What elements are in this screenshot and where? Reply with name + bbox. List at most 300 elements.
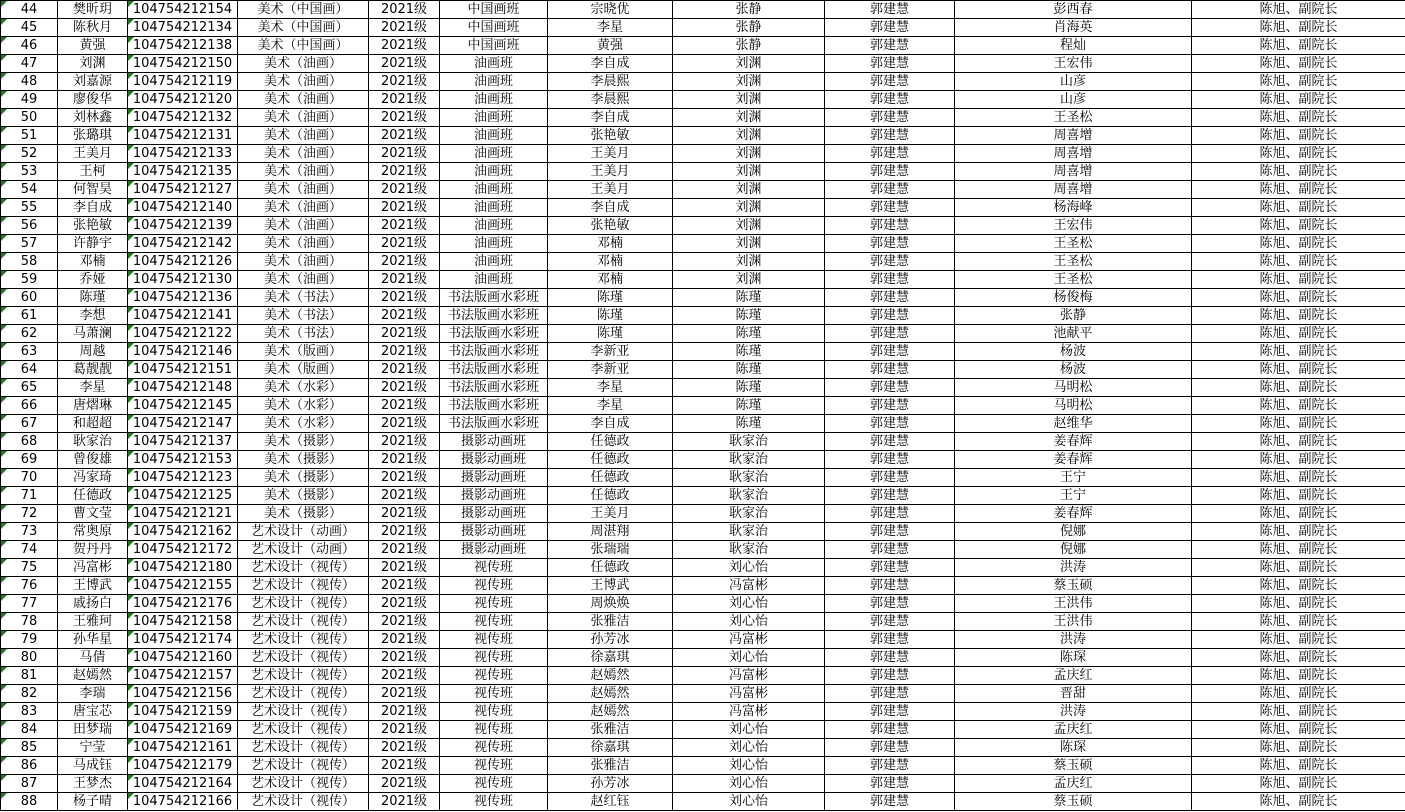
cell-supervisor[interactable]: 刘渊: [673, 73, 825, 91]
cell-student-name[interactable]: 刘林鑫: [58, 109, 128, 127]
cell-row-number[interactable]: 84: [1, 721, 58, 739]
cell-class-name[interactable]: 油画班: [440, 217, 548, 235]
cell-supervisor[interactable]: 张静: [673, 37, 825, 55]
cell-student-name[interactable]: 王梦杰: [58, 775, 128, 793]
cell-class-name[interactable]: 书法版画水彩班: [440, 415, 548, 433]
cell-dean[interactable]: 郭建慧: [825, 415, 955, 433]
cell-row-number[interactable]: 65: [1, 379, 58, 397]
cell-student-name[interactable]: 马成钰: [58, 757, 128, 775]
cell-grade[interactable]: 2021级: [369, 235, 440, 253]
cell-row-number[interactable]: 86: [1, 757, 58, 775]
cell-student-id[interactable]: 104754212130: [128, 271, 238, 289]
cell-major[interactable]: 美术（水彩）: [238, 379, 369, 397]
cell-dean[interactable]: 郭建慧: [825, 469, 955, 487]
cell-grade[interactable]: 2021级: [369, 1, 440, 19]
cell-tutor[interactable]: 王博武: [548, 577, 673, 595]
cell-leader[interactable]: 陈旭、副院长: [1192, 343, 1405, 361]
cell-student-id[interactable]: 104754212133: [128, 145, 238, 163]
cell-row-number[interactable]: 55: [1, 199, 58, 217]
cell-advisor[interactable]: 彭西春: [955, 1, 1192, 19]
cell-tutor[interactable]: 赵嫣然: [548, 667, 673, 685]
cell-row-number[interactable]: 68: [1, 433, 58, 451]
cell-dean[interactable]: 郭建慧: [825, 217, 955, 235]
cell-leader[interactable]: 陈旭、副院长: [1192, 397, 1405, 415]
cell-student-id[interactable]: 104754212121: [128, 505, 238, 523]
cell-grade[interactable]: 2021级: [369, 55, 440, 73]
cell-grade[interactable]: 2021级: [369, 523, 440, 541]
cell-class-name[interactable]: 视传班: [440, 649, 548, 667]
cell-supervisor[interactable]: 刘渊: [673, 109, 825, 127]
cell-student-name[interactable]: 田梦瑞: [58, 721, 128, 739]
cell-supervisor[interactable]: 刘心怡: [673, 613, 825, 631]
cell-grade[interactable]: 2021级: [369, 793, 440, 811]
cell-dean[interactable]: 郭建慧: [825, 181, 955, 199]
cell-class-name[interactable]: 书法版画水彩班: [440, 379, 548, 397]
cell-advisor[interactable]: 王洪伟: [955, 613, 1192, 631]
cell-leader[interactable]: 陈旭、副院长: [1192, 613, 1405, 631]
cell-leader[interactable]: 陈旭、副院长: [1192, 181, 1405, 199]
cell-student-id[interactable]: 104754212120: [128, 91, 238, 109]
cell-dean[interactable]: 郭建慧: [825, 721, 955, 739]
cell-student-id[interactable]: 104754212153: [128, 451, 238, 469]
cell-grade[interactable]: 2021级: [369, 541, 440, 559]
cell-dean[interactable]: 郭建慧: [825, 1, 955, 19]
cell-student-name[interactable]: 戚扬白: [58, 595, 128, 613]
cell-grade[interactable]: 2021级: [369, 739, 440, 757]
cell-class-name[interactable]: 摄影动画班: [440, 469, 548, 487]
cell-advisor[interactable]: 陈琛: [955, 649, 1192, 667]
cell-major[interactable]: 美术（中国画）: [238, 19, 369, 37]
cell-student-name[interactable]: 李星: [58, 379, 128, 397]
cell-tutor[interactable]: 陈瑾: [548, 307, 673, 325]
cell-leader[interactable]: 陈旭、副院长: [1192, 271, 1405, 289]
cell-row-number[interactable]: 77: [1, 595, 58, 613]
cell-dean[interactable]: 郭建慧: [825, 91, 955, 109]
cell-leader[interactable]: 陈旭、副院长: [1192, 91, 1405, 109]
cell-grade[interactable]: 2021级: [369, 775, 440, 793]
cell-supervisor[interactable]: 刘渊: [673, 55, 825, 73]
cell-row-number[interactable]: 85: [1, 739, 58, 757]
cell-supervisor[interactable]: 张静: [673, 19, 825, 37]
cell-student-id[interactable]: 104754212123: [128, 469, 238, 487]
cell-major[interactable]: 美术（中国画）: [238, 37, 369, 55]
cell-grade[interactable]: 2021级: [369, 613, 440, 631]
cell-dean[interactable]: 郭建慧: [825, 199, 955, 217]
cell-class-name[interactable]: 油画班: [440, 235, 548, 253]
cell-grade[interactable]: 2021级: [369, 649, 440, 667]
cell-grade[interactable]: 2021级: [369, 451, 440, 469]
cell-row-number[interactable]: 60: [1, 289, 58, 307]
cell-student-id[interactable]: 104754212131: [128, 127, 238, 145]
cell-row-number[interactable]: 46: [1, 37, 58, 55]
cell-major[interactable]: 艺术设计（视传）: [238, 631, 369, 649]
cell-student-name[interactable]: 乔娅: [58, 271, 128, 289]
cell-major[interactable]: 艺术设计（视传）: [238, 775, 369, 793]
cell-leader[interactable]: 陈旭、副院长: [1192, 487, 1405, 505]
cell-major[interactable]: 艺术设计（视传）: [238, 739, 369, 757]
cell-row-number[interactable]: 57: [1, 235, 58, 253]
cell-grade[interactable]: 2021级: [369, 721, 440, 739]
cell-advisor[interactable]: 姜春辉: [955, 433, 1192, 451]
cell-student-id[interactable]: 104754212135: [128, 163, 238, 181]
cell-advisor[interactable]: 倪娜: [955, 523, 1192, 541]
cell-supervisor[interactable]: 张静: [673, 1, 825, 19]
cell-tutor[interactable]: 张雅洁: [548, 613, 673, 631]
cell-major[interactable]: 艺术设计（视传）: [238, 595, 369, 613]
cell-row-number[interactable]: 67: [1, 415, 58, 433]
cell-tutor[interactable]: 周湛翔: [548, 523, 673, 541]
cell-major[interactable]: 美术（油画）: [238, 271, 369, 289]
cell-advisor[interactable]: 肖海英: [955, 19, 1192, 37]
cell-row-number[interactable]: 64: [1, 361, 58, 379]
cell-advisor[interactable]: 王宏伟: [955, 217, 1192, 235]
cell-student-id[interactable]: 104754212136: [128, 289, 238, 307]
cell-major[interactable]: 美术（中国画）: [238, 1, 369, 19]
cell-major[interactable]: 美术（油画）: [238, 55, 369, 73]
cell-class-name[interactable]: 油画班: [440, 163, 548, 181]
cell-supervisor[interactable]: 冯富彬: [673, 685, 825, 703]
cell-student-name[interactable]: 陈秋月: [58, 19, 128, 37]
cell-class-name[interactable]: 视传班: [440, 577, 548, 595]
cell-grade[interactable]: 2021级: [369, 91, 440, 109]
cell-leader[interactable]: 陈旭、副院长: [1192, 685, 1405, 703]
cell-row-number[interactable]: 75: [1, 559, 58, 577]
cell-leader[interactable]: 陈旭、副院长: [1192, 649, 1405, 667]
cell-class-name[interactable]: 油画班: [440, 109, 548, 127]
cell-student-id[interactable]: 104754212162: [128, 523, 238, 541]
cell-advisor[interactable]: 蔡玉硕: [955, 757, 1192, 775]
cell-dean[interactable]: 郭建慧: [825, 739, 955, 757]
cell-supervisor[interactable]: 刘渊: [673, 181, 825, 199]
cell-row-number[interactable]: 63: [1, 343, 58, 361]
cell-student-name[interactable]: 杨子晴: [58, 793, 128, 811]
cell-student-name[interactable]: 陈瑾: [58, 289, 128, 307]
cell-row-number[interactable]: 78: [1, 613, 58, 631]
cell-leader[interactable]: 陈旭、副院长: [1192, 109, 1405, 127]
cell-dean[interactable]: 郭建慧: [825, 631, 955, 649]
cell-leader[interactable]: 陈旭、副院长: [1192, 145, 1405, 163]
cell-grade[interactable]: 2021级: [369, 37, 440, 55]
cell-row-number[interactable]: 70: [1, 469, 58, 487]
cell-class-name[interactable]: 书法版画水彩班: [440, 397, 548, 415]
cell-leader[interactable]: 陈旭、副院长: [1192, 595, 1405, 613]
cell-major[interactable]: 艺术设计（动画）: [238, 541, 369, 559]
cell-dean[interactable]: 郭建慧: [825, 109, 955, 127]
cell-grade[interactable]: 2021级: [369, 325, 440, 343]
cell-grade[interactable]: 2021级: [369, 217, 440, 235]
cell-supervisor[interactable]: 刘心怡: [673, 559, 825, 577]
cell-tutor[interactable]: 李自成: [548, 415, 673, 433]
cell-advisor[interactable]: 孟庆红: [955, 775, 1192, 793]
cell-leader[interactable]: 陈旭、副院长: [1192, 253, 1405, 271]
cell-row-number[interactable]: 62: [1, 325, 58, 343]
cell-row-number[interactable]: 74: [1, 541, 58, 559]
cell-class-name[interactable]: 中国画班: [440, 1, 548, 19]
cell-major[interactable]: 美术（摄影）: [238, 451, 369, 469]
cell-row-number[interactable]: 66: [1, 397, 58, 415]
cell-leader[interactable]: 陈旭、副院长: [1192, 667, 1405, 685]
cell-leader[interactable]: 陈旭、副院长: [1192, 307, 1405, 325]
cell-dean[interactable]: 郭建慧: [825, 487, 955, 505]
cell-advisor[interactable]: 杨波: [955, 361, 1192, 379]
cell-major[interactable]: 美术（油画）: [238, 181, 369, 199]
cell-advisor[interactable]: 蔡玉硕: [955, 577, 1192, 595]
cell-supervisor[interactable]: 刘心怡: [673, 649, 825, 667]
cell-advisor[interactable]: 马明松: [955, 379, 1192, 397]
cell-major[interactable]: 美术（摄影）: [238, 487, 369, 505]
cell-grade[interactable]: 2021级: [369, 415, 440, 433]
cell-leader[interactable]: 陈旭、副院长: [1192, 361, 1405, 379]
cell-grade[interactable]: 2021级: [369, 577, 440, 595]
cell-supervisor[interactable]: 陈瑾: [673, 397, 825, 415]
cell-student-name[interactable]: 马萧澜: [58, 325, 128, 343]
cell-advisor[interactable]: 赵维华: [955, 415, 1192, 433]
cell-leader[interactable]: 陈旭、副院长: [1192, 289, 1405, 307]
cell-student-id[interactable]: 104754212179: [128, 757, 238, 775]
cell-dean[interactable]: 郭建慧: [825, 505, 955, 523]
cell-row-number[interactable]: 79: [1, 631, 58, 649]
cell-supervisor[interactable]: 陈瑾: [673, 361, 825, 379]
cell-major[interactable]: 艺术设计（视传）: [238, 685, 369, 703]
cell-student-name[interactable]: 孙华星: [58, 631, 128, 649]
cell-class-name[interactable]: 书法版画水彩班: [440, 307, 548, 325]
cell-dean[interactable]: 郭建慧: [825, 541, 955, 559]
cell-tutor[interactable]: 邓楠: [548, 253, 673, 271]
cell-major[interactable]: 艺术设计（视传）: [238, 703, 369, 721]
cell-leader[interactable]: 陈旭、副院长: [1192, 721, 1405, 739]
cell-major[interactable]: 美术（摄影）: [238, 505, 369, 523]
cell-tutor[interactable]: 王美月: [548, 163, 673, 181]
cell-row-number[interactable]: 82: [1, 685, 58, 703]
cell-supervisor[interactable]: 陈瑾: [673, 343, 825, 361]
cell-advisor[interactable]: 山彦: [955, 73, 1192, 91]
cell-supervisor[interactable]: 耿家治: [673, 433, 825, 451]
cell-dean[interactable]: 郭建慧: [825, 163, 955, 181]
cell-student-name[interactable]: 赵嫣然: [58, 667, 128, 685]
cell-advisor[interactable]: 张静: [955, 307, 1192, 325]
cell-class-name[interactable]: 书法版画水彩班: [440, 325, 548, 343]
cell-class-name[interactable]: 视传班: [440, 595, 548, 613]
cell-grade[interactable]: 2021级: [369, 73, 440, 91]
cell-class-name[interactable]: 视传班: [440, 667, 548, 685]
cell-student-id[interactable]: 104754212169: [128, 721, 238, 739]
cell-student-name[interactable]: 王雅珂: [58, 613, 128, 631]
cell-major[interactable]: 美术（摄影）: [238, 469, 369, 487]
cell-grade[interactable]: 2021级: [369, 145, 440, 163]
cell-advisor[interactable]: 洪涛: [955, 631, 1192, 649]
cell-student-name[interactable]: 冯富彬: [58, 559, 128, 577]
cell-row-number[interactable]: 52: [1, 145, 58, 163]
cell-dean[interactable]: 郭建慧: [825, 451, 955, 469]
cell-row-number[interactable]: 71: [1, 487, 58, 505]
cell-grade[interactable]: 2021级: [369, 631, 440, 649]
cell-major[interactable]: 美术（油画）: [238, 127, 369, 145]
cell-major[interactable]: 美术（油画）: [238, 235, 369, 253]
cell-tutor[interactable]: 邓楠: [548, 235, 673, 253]
cell-advisor[interactable]: 王宁: [955, 487, 1192, 505]
cell-student-id[interactable]: 104754212142: [128, 235, 238, 253]
cell-advisor[interactable]: 周喜增: [955, 181, 1192, 199]
cell-tutor[interactable]: 张雅洁: [548, 721, 673, 739]
cell-major[interactable]: 美术（书法）: [238, 325, 369, 343]
cell-student-name[interactable]: 邓楠: [58, 253, 128, 271]
cell-leader[interactable]: 陈旭、副院长: [1192, 199, 1405, 217]
cell-dean[interactable]: 郭建慧: [825, 703, 955, 721]
cell-major[interactable]: 艺术设计（视传）: [238, 577, 369, 595]
cell-tutor[interactable]: 任德政: [548, 469, 673, 487]
cell-class-name[interactable]: 书法版画水彩班: [440, 343, 548, 361]
cell-student-id[interactable]: 104754212174: [128, 631, 238, 649]
cell-tutor[interactable]: 李新亚: [548, 343, 673, 361]
cell-advisor[interactable]: 王洪伟: [955, 595, 1192, 613]
cell-class-name[interactable]: 油画班: [440, 181, 548, 199]
cell-tutor[interactable]: 李晨熙: [548, 91, 673, 109]
cell-advisor[interactable]: 洪涛: [955, 559, 1192, 577]
cell-leader[interactable]: 陈旭、副院长: [1192, 451, 1405, 469]
cell-grade[interactable]: 2021级: [369, 505, 440, 523]
cell-tutor[interactable]: 李自成: [548, 109, 673, 127]
cell-tutor[interactable]: 孙芳冰: [548, 775, 673, 793]
cell-student-id[interactable]: 104754212139: [128, 217, 238, 235]
cell-advisor[interactable]: 周喜增: [955, 127, 1192, 145]
cell-supervisor[interactable]: 耿家治: [673, 523, 825, 541]
cell-advisor[interactable]: 杨海峰: [955, 199, 1192, 217]
cell-student-id[interactable]: 104754212126: [128, 253, 238, 271]
cell-advisor[interactable]: 倪娜: [955, 541, 1192, 559]
cell-dean[interactable]: 郭建慧: [825, 559, 955, 577]
cell-student-id[interactable]: 104754212161: [128, 739, 238, 757]
cell-major[interactable]: 美术（油画）: [238, 217, 369, 235]
cell-supervisor[interactable]: 刘心怡: [673, 775, 825, 793]
cell-grade[interactable]: 2021级: [369, 361, 440, 379]
cell-student-name[interactable]: 马倩: [58, 649, 128, 667]
cell-class-name[interactable]: 油画班: [440, 253, 548, 271]
cell-class-name[interactable]: 油画班: [440, 127, 548, 145]
cell-dean[interactable]: 郭建慧: [825, 235, 955, 253]
cell-student-name[interactable]: 李瑞: [58, 685, 128, 703]
cell-grade[interactable]: 2021级: [369, 469, 440, 487]
cell-row-number[interactable]: 48: [1, 73, 58, 91]
cell-dean[interactable]: 郭建慧: [825, 433, 955, 451]
cell-dean[interactable]: 郭建慧: [825, 253, 955, 271]
cell-supervisor[interactable]: 陈瑾: [673, 289, 825, 307]
cell-row-number[interactable]: 76: [1, 577, 58, 595]
cell-supervisor[interactable]: 耿家治: [673, 505, 825, 523]
cell-student-name[interactable]: 黄强: [58, 37, 128, 55]
cell-dean[interactable]: 郭建慧: [825, 145, 955, 163]
cell-major[interactable]: 美术（书法）: [238, 307, 369, 325]
cell-row-number[interactable]: 72: [1, 505, 58, 523]
cell-supervisor[interactable]: 刘心怡: [673, 757, 825, 775]
cell-advisor[interactable]: 陈琛: [955, 739, 1192, 757]
cell-grade[interactable]: 2021级: [369, 397, 440, 415]
cell-student-name[interactable]: 刘嘉源: [58, 73, 128, 91]
cell-major[interactable]: 美术（摄影）: [238, 433, 369, 451]
cell-dean[interactable]: 郭建慧: [825, 361, 955, 379]
cell-leader[interactable]: 陈旭、副院长: [1192, 163, 1405, 181]
cell-tutor[interactable]: 李星: [548, 379, 673, 397]
cell-supervisor[interactable]: 刘渊: [673, 91, 825, 109]
cell-tutor[interactable]: 徐嘉琪: [548, 649, 673, 667]
cell-leader[interactable]: 陈旭、副院长: [1192, 433, 1405, 451]
cell-grade[interactable]: 2021级: [369, 757, 440, 775]
cell-row-number[interactable]: 54: [1, 181, 58, 199]
cell-dean[interactable]: 郭建慧: [825, 757, 955, 775]
cell-supervisor[interactable]: 刘渊: [673, 163, 825, 181]
cell-student-name[interactable]: 曹文莹: [58, 505, 128, 523]
cell-dean[interactable]: 郭建慧: [825, 73, 955, 91]
cell-row-number[interactable]: 69: [1, 451, 58, 469]
cell-tutor[interactable]: 张雅洁: [548, 757, 673, 775]
cell-advisor[interactable]: 杨波: [955, 343, 1192, 361]
cell-grade[interactable]: 2021级: [369, 343, 440, 361]
cell-class-name[interactable]: 视传班: [440, 739, 548, 757]
cell-leader[interactable]: 陈旭、副院长: [1192, 505, 1405, 523]
cell-student-id[interactable]: 104754212151: [128, 361, 238, 379]
cell-supervisor[interactable]: 刘渊: [673, 145, 825, 163]
cell-tutor[interactable]: 李星: [548, 19, 673, 37]
cell-row-number[interactable]: 45: [1, 19, 58, 37]
cell-major[interactable]: 美术（油画）: [238, 73, 369, 91]
cell-student-id[interactable]: 104754212164: [128, 775, 238, 793]
cell-row-number[interactable]: 58: [1, 253, 58, 271]
cell-supervisor[interactable]: 耿家治: [673, 487, 825, 505]
cell-student-id[interactable]: 104754212122: [128, 325, 238, 343]
cell-class-name[interactable]: 摄影动画班: [440, 523, 548, 541]
cell-supervisor[interactable]: 陈瑾: [673, 307, 825, 325]
cell-dean[interactable]: 郭建慧: [825, 793, 955, 811]
cell-supervisor[interactable]: 刘渊: [673, 235, 825, 253]
cell-row-number[interactable]: 53: [1, 163, 58, 181]
cell-student-id[interactable]: 104754212141: [128, 307, 238, 325]
cell-grade[interactable]: 2021级: [369, 433, 440, 451]
cell-class-name[interactable]: 油画班: [440, 55, 548, 73]
cell-leader[interactable]: 陈旭、副院长: [1192, 541, 1405, 559]
cell-tutor[interactable]: 张艳敏: [548, 217, 673, 235]
cell-grade[interactable]: 2021级: [369, 163, 440, 181]
cell-major[interactable]: 美术（书法）: [238, 289, 369, 307]
cell-advisor[interactable]: 池献平: [955, 325, 1192, 343]
cell-advisor[interactable]: 姜春辉: [955, 505, 1192, 523]
cell-advisor[interactable]: 孟庆红: [955, 667, 1192, 685]
cell-class-name[interactable]: 视传班: [440, 559, 548, 577]
cell-supervisor[interactable]: 冯富彬: [673, 577, 825, 595]
cell-student-name[interactable]: 刘渊: [58, 55, 128, 73]
cell-tutor[interactable]: 李自成: [548, 199, 673, 217]
cell-tutor[interactable]: 王美月: [548, 505, 673, 523]
cell-supervisor[interactable]: 刘心怡: [673, 595, 825, 613]
cell-student-id[interactable]: 104754212148: [128, 379, 238, 397]
cell-dean[interactable]: 郭建慧: [825, 127, 955, 145]
cell-row-number[interactable]: 73: [1, 523, 58, 541]
cell-advisor[interactable]: 周喜增: [955, 163, 1192, 181]
cell-grade[interactable]: 2021级: [369, 289, 440, 307]
cell-tutor[interactable]: 黄强: [548, 37, 673, 55]
cell-student-id[interactable]: 104754212157: [128, 667, 238, 685]
cell-advisor[interactable]: 王圣松: [955, 109, 1192, 127]
cell-row-number[interactable]: 61: [1, 307, 58, 325]
cell-tutor[interactable]: 赵红钰: [548, 793, 673, 811]
cell-student-id[interactable]: 104754212119: [128, 73, 238, 91]
cell-student-name[interactable]: 和超超: [58, 415, 128, 433]
cell-row-number[interactable]: 51: [1, 127, 58, 145]
cell-student-name[interactable]: 张璐琪: [58, 127, 128, 145]
cell-student-name[interactable]: 廖俊华: [58, 91, 128, 109]
cell-class-name[interactable]: 视传班: [440, 631, 548, 649]
cell-leader[interactable]: 陈旭、副院长: [1192, 415, 1405, 433]
cell-supervisor[interactable]: 耿家治: [673, 541, 825, 559]
cell-dean[interactable]: 郭建慧: [825, 649, 955, 667]
